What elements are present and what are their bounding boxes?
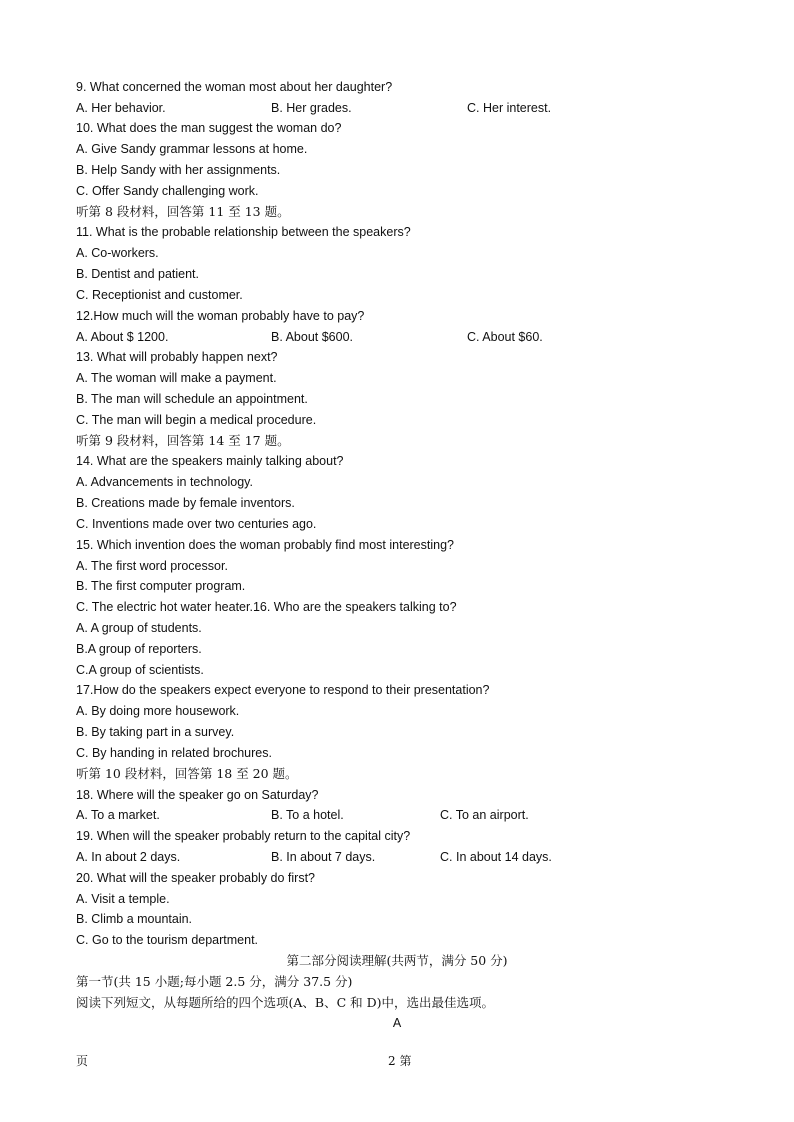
- q19-option-c: C. In about 14 days.: [440, 850, 552, 864]
- q19-option-b: B. In about 7 days.: [271, 850, 376, 864]
- q13-option-c: C. The man will begin a medical procedure.: [76, 413, 317, 427]
- part-two-heading: 第二部分阅读理解(共两节，满分 50 分): [286, 953, 508, 968]
- question-15: 15. Which invention does the woman probably find most interesting?: [76, 538, 454, 552]
- footer-left: 页: [76, 1054, 89, 1068]
- page-number: 2 第: [388, 1054, 412, 1068]
- q16-option-a: A. A group of students.: [76, 621, 202, 635]
- q14-option-c: C. Inventions made over two centuries ago.: [76, 517, 317, 531]
- q17-option-c: C. By handing in related brochures.: [76, 746, 272, 760]
- q15-option-c-and-question-16: C. The electric hot water heater.16. Who are the speakers talking to?: [76, 600, 457, 614]
- q17-option-a: A. By doing more housework.: [76, 704, 240, 718]
- q18-option-a: A. To a market.: [76, 808, 160, 822]
- q14-option-b: B. Creations made by female inventors.: [76, 496, 295, 510]
- q14-option-a: A. Advancements in technology.: [76, 475, 253, 489]
- question-14: 14. What are the speakers mainly talking about?: [76, 454, 344, 468]
- q9-option-c: C. Her interest.: [467, 101, 552, 115]
- q10-option-a: A. Give Sandy grammar lessons at home.: [76, 142, 308, 156]
- q13-option-a: A. The woman will make a payment.: [76, 371, 277, 385]
- q15-option-a: A. The first word processor.: [76, 559, 228, 573]
- question-13: 13. What will probably happen next?: [76, 350, 278, 364]
- question-12: 12.How much will the woman probably have to pay?: [76, 309, 365, 323]
- q12-option-b: B. About $600.: [271, 330, 354, 344]
- q16-option-c: C.A group of scientists.: [76, 663, 204, 677]
- q20-option-a: A. Visit a temple.: [76, 892, 170, 906]
- q13-option-b: B. The man will schedule an appointment.: [76, 392, 308, 406]
- question-11: 11. What is the probable relationship between the speakers?: [76, 225, 411, 239]
- q12-option-c: C. About $60.: [467, 330, 543, 344]
- q20-option-c: C. Go to the tourism department.: [76, 933, 259, 947]
- question-17: 17.How do the speakers expect everyone to respond to their presentation?: [76, 683, 490, 697]
- section-instruction-9: 听第 9 段材料，回答第 14 至 17 题。: [76, 433, 290, 448]
- question-18: 18. Where will the speaker go on Saturday?: [76, 788, 319, 802]
- q16-option-b: B.A group of reporters.: [76, 642, 202, 656]
- q18-option-b: B. To a hotel.: [271, 808, 344, 822]
- q15-option-b: B. The first computer program.: [76, 579, 246, 593]
- q10-option-c: C. Offer Sandy challenging work.: [76, 184, 259, 198]
- q11-option-b: B. Dentist and patient.: [76, 267, 199, 281]
- question-19: 19. When will the speaker probably return to the capital city?: [76, 829, 411, 843]
- q12-option-a: A. About $ 1200.: [76, 330, 169, 344]
- section-instruction-8: 听第 8 段材料，回答第 11 至 13 题。: [76, 204, 290, 219]
- question-10: 10. What does the man suggest the woman do?: [76, 121, 342, 135]
- reading-instruction: 阅读下列短文，从每题所给的四个选项(A、B、C 和 D)中，选出最佳选项。: [76, 995, 495, 1010]
- q19-option-a: A. In about 2 days.: [76, 850, 181, 864]
- q17-option-b: B. By taking part in a survey.: [76, 725, 235, 739]
- passage-label: A: [392, 1016, 402, 1030]
- q10-option-b: B. Help Sandy with her assignments.: [76, 163, 281, 177]
- section-instruction-10: 听第 10 段材料，回答第 18 至 20 题。: [76, 766, 298, 781]
- q18-option-c: C. To an airport.: [440, 808, 529, 822]
- q9-option-b: B. Her grades.: [271, 101, 352, 115]
- q11-option-c: C. Receptionist and customer.: [76, 288, 243, 302]
- section-one-heading: 第一节(共 15 小题;每小题 2.5 分，满分 37.5 分): [76, 974, 353, 989]
- q9-option-a: A. Her behavior.: [76, 101, 166, 115]
- q11-option-a: A. Co-workers.: [76, 246, 159, 260]
- q20-option-b: B. Climb a mountain.: [76, 912, 193, 926]
- question-9: 9. What concerned the woman most about her daughter?: [76, 80, 393, 94]
- question-20: 20. What will the speaker probably do first?: [76, 871, 316, 885]
